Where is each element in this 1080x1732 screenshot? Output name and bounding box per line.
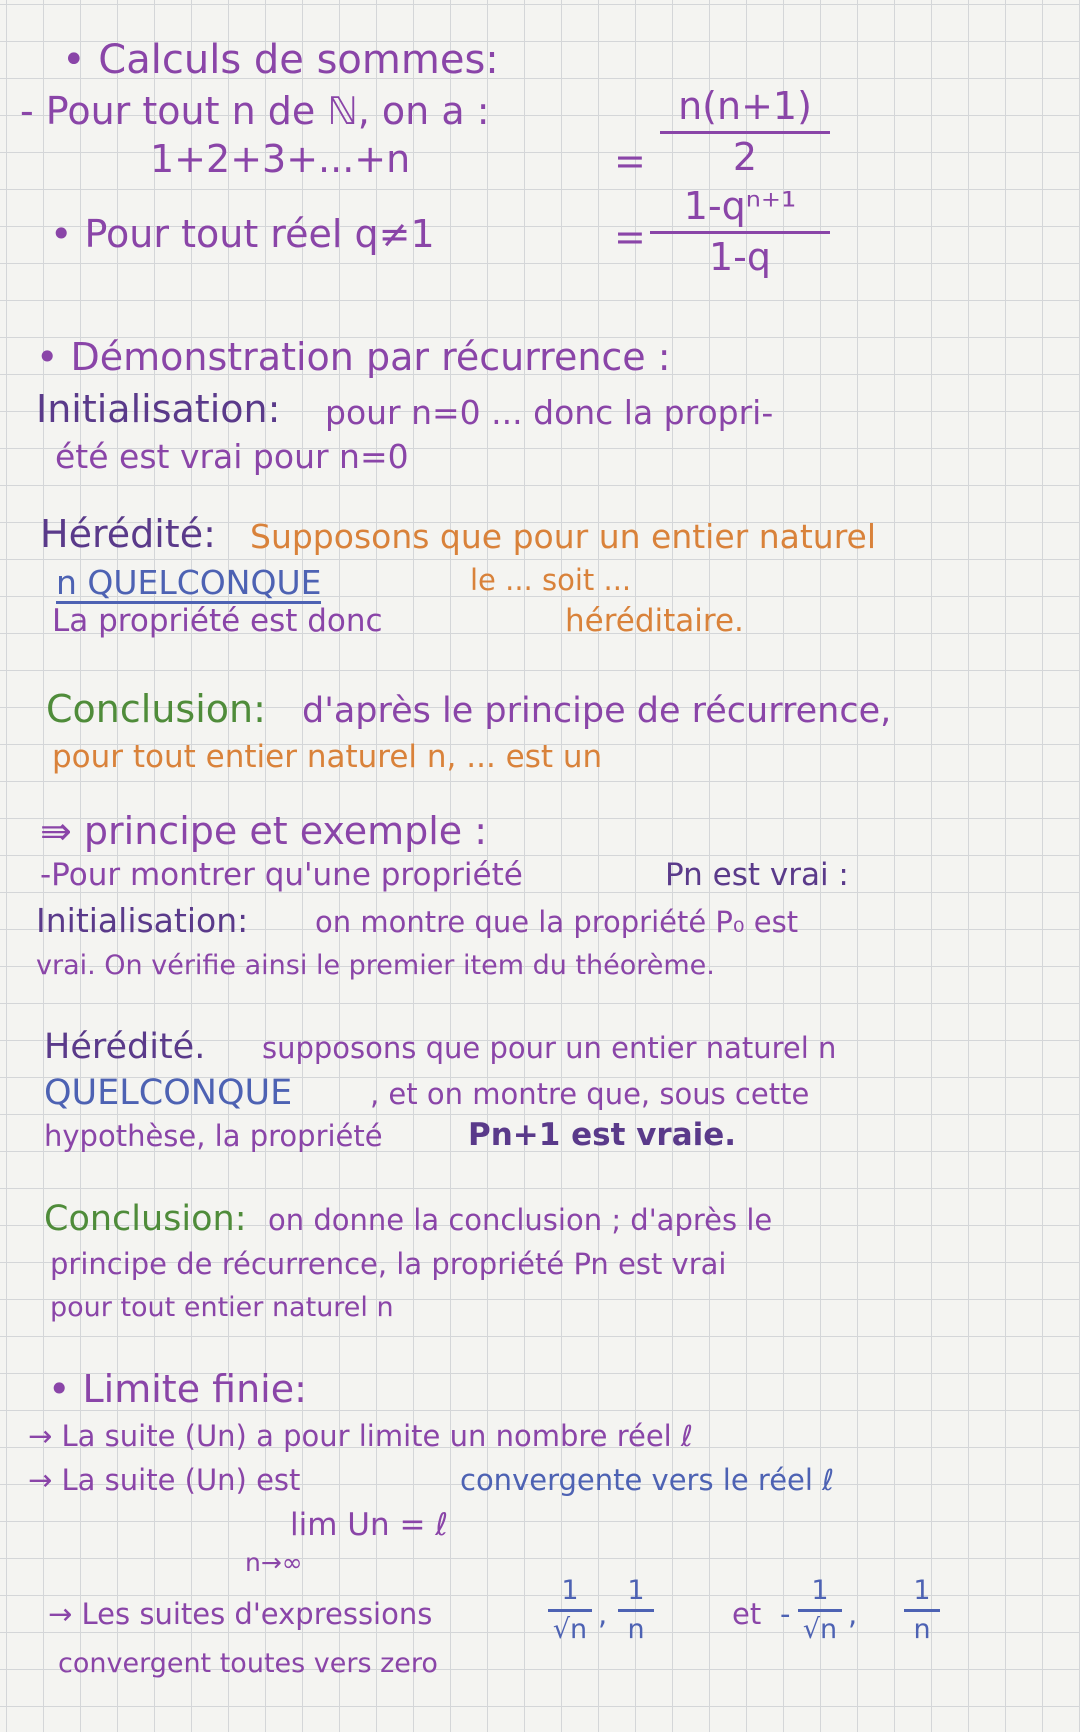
demo-init-label: Initialisation: [36, 387, 281, 431]
fraction-bar [548, 1609, 592, 1612]
limit-converge: convergent toutes vers zero [58, 1648, 438, 1679]
seq-fraction-3 [798, 1576, 842, 1644]
sums-line1-text: - Pour tout n de ℕ, on a : [20, 89, 490, 133]
fraction-numerator: 1 [561, 1575, 579, 1606]
limit-title: • Limite finie: [48, 1367, 307, 1411]
fraction-numerator: 1 [913, 1575, 931, 1606]
sum-fraction-1 [660, 86, 830, 179]
demo-hered-text1: Supposons que pour un entier naturel [250, 517, 877, 556]
principle-init-label: Initialisation: [36, 901, 249, 940]
demo-title: • Démonstration par récurrence : [36, 335, 671, 379]
limit-lim-text: lim Un = ℓ [290, 1507, 449, 1543]
principle-concl-label: Conclusion: [44, 1199, 247, 1239]
fraction-numerator: 1-qⁿ⁺¹ [683, 184, 797, 228]
principle-hered-text2: , et on montre que, sous cette [370, 1077, 810, 1111]
demo-init-text2: été est vrai pour n=0 [55, 437, 409, 476]
principle-line1a: -Pour montrer qu'une propriété [40, 857, 523, 893]
demo-hered-hereditaire: héréditaire. [565, 603, 744, 639]
demo-concl-label: Conclusion: [46, 687, 266, 731]
demo-concl-text1: d'après le principe de récurrence, [302, 691, 892, 731]
fraction-numerator: 1 [627, 1575, 645, 1606]
limit-line2b: convergente vers le réel ℓ [460, 1463, 835, 1497]
principle-concl-text3: pour tout entier naturel n [50, 1292, 394, 1323]
principle-concl-text1: on donne la conclusion ; d'après le [268, 1203, 773, 1237]
sums-line1-sum: 1+2+3+...+n [150, 137, 411, 181]
fraction-denominator: 1-q [708, 234, 771, 279]
principle-hered-text3: hypothèse, la propriété [44, 1119, 383, 1153]
principle-hered-bold: Pn+1 est vraie. [468, 1117, 737, 1153]
principle-line1b: Pn est vrai : [665, 857, 849, 893]
principle-title: ⇛ principe et exemple : [40, 809, 488, 853]
demo-hered-label: Hérédité: [40, 512, 216, 556]
fraction-bar [904, 1609, 940, 1612]
fraction-denominator: √n [802, 1613, 838, 1645]
fraction-bar [618, 1609, 654, 1612]
limit-lim-sub: n→∞ [245, 1548, 303, 1577]
demo-init-text1: pour n=0 ... donc la propri- [325, 393, 774, 432]
principle-hered-label: Hérédité. [44, 1027, 206, 1067]
sums-title: • Calculs de sommes: [62, 37, 499, 83]
seq-fraction-4 [904, 1576, 940, 1644]
fraction-bar [650, 231, 830, 234]
sums-line2-text: • Pour tout réel q≠1 [50, 212, 435, 256]
limit-seq-text: → Les suites d'expressions [48, 1597, 433, 1631]
fraction-denominator: 2 [732, 134, 758, 179]
principle-hered-text1: supposons que pour un entier naturel n [262, 1031, 837, 1065]
sums-eq1: = [614, 139, 646, 183]
sum-fraction-2 [650, 186, 830, 279]
seq-separator-1: , [598, 1597, 608, 1631]
demo-hered-quelconque: n QUELCONQUE [56, 563, 322, 602]
fraction-numerator: n(n+1) [678, 84, 812, 128]
seq-fraction-2 [618, 1576, 654, 1644]
seq-separator-2: , [848, 1597, 858, 1631]
demo-hered-text2: le ... soit ... [470, 563, 632, 597]
demo-hered-text3: La propriété est donc [52, 603, 383, 639]
principle-init-text2: vrai. On vérifie ainsi le premier item du théorème. [36, 950, 715, 981]
principle-init-text1: on montre que la propriété P₀ est [315, 905, 799, 939]
limit-line2a: → La suite (Un) est [28, 1463, 301, 1497]
fraction-bar [798, 1609, 842, 1612]
fraction-numerator: 1 [811, 1575, 829, 1606]
seq-and: et [732, 1597, 762, 1631]
principle-hered-quelconque: QUELCONQUE [44, 1073, 293, 1113]
limit-line1: → La suite (Un) a pour limite un nombre réel ℓ [28, 1419, 693, 1453]
seq-fraction-1 [548, 1576, 592, 1644]
fraction-denominator: n [913, 1613, 931, 1645]
fraction-denominator: √n [552, 1613, 588, 1645]
fraction-denominator: n [627, 1613, 645, 1645]
seq-minus: - [780, 1597, 791, 1631]
demo-concl-text2: pour tout entier naturel n, ... est un [52, 739, 603, 775]
sums-eq2: = [614, 215, 646, 259]
principle-concl-text2: principe de récurrence, la propriété Pn est vrai [50, 1247, 727, 1281]
fraction-bar [660, 131, 830, 134]
